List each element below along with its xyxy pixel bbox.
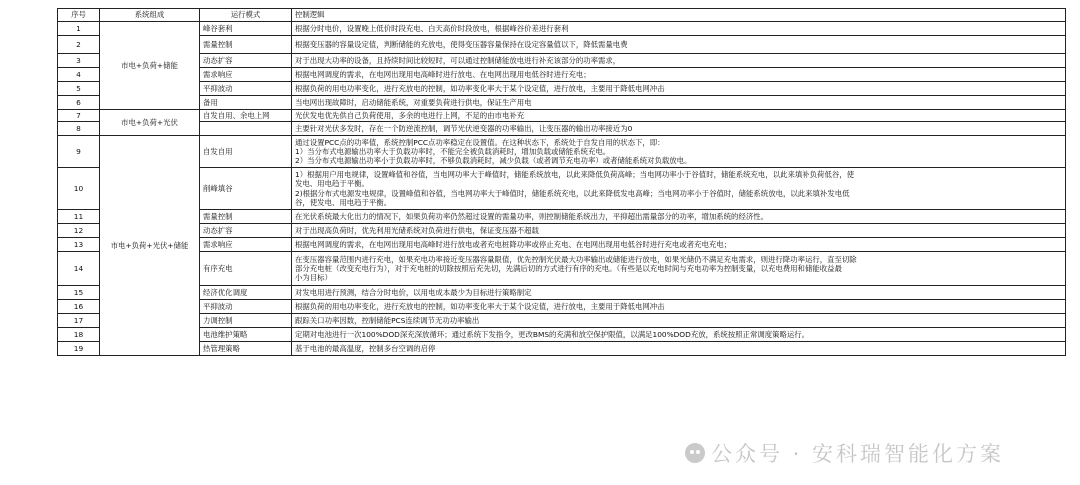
- table-header-row: [58, 9, 1066, 22]
- control-logic: [292, 238, 1066, 252]
- control-logic-line: 根据分时电价，设置晚上低价时段充电、白天高价时段放电，根据峰谷价差进行套利: [295, 23, 569, 33]
- row-number: 2: [58, 36, 100, 54]
- table-row: [58, 252, 1066, 286]
- operating-mode: 需量控制: [200, 36, 292, 54]
- operating-mode: 需量控制: [200, 210, 292, 224]
- row-number: 16: [58, 300, 100, 314]
- control-logic: [292, 342, 1066, 356]
- row-number: 8: [58, 122, 100, 136]
- operating-mode: 平抑波动: [200, 82, 292, 96]
- control-logic-line: 根据电网调度的需求，在电网出现用电高峰时进行放电、在电网出现用电低谷时进行充电；: [295, 69, 591, 79]
- header-mode: 运行模式: [200, 9, 292, 22]
- row-number: 3: [58, 54, 100, 68]
- table-row: [58, 54, 1066, 68]
- table-row: [58, 82, 1066, 96]
- row-number: 1: [58, 22, 100, 36]
- header-strategy: 控制逻辑: [292, 9, 1066, 22]
- control-logic: [292, 22, 1066, 36]
- row-number: 5: [58, 82, 100, 96]
- operating-mode: 力调控制: [200, 314, 292, 328]
- table-row: [58, 328, 1066, 342]
- control-logic-line: 对于出现大功率的设备，且持续时间比较短时，可以通过控制储能放电进行补充该部分的功率需求，: [295, 55, 621, 65]
- operating-mode: 平抑波动: [200, 300, 292, 314]
- control-logic-line: 跟踪关口功率因数，控制储能PCS连续调节无功功率输出: [295, 315, 480, 325]
- row-number: 9: [58, 136, 100, 168]
- row-number: 11: [58, 210, 100, 224]
- control-logic-line: 主要针对光伏多发时，存在一个防逆流控制，调节光伏逆变器的功率输出，让变压器的输出功率接近为0: [295, 123, 633, 133]
- control-logic: [292, 300, 1066, 314]
- operating-mode: [200, 122, 292, 136]
- table-row: [58, 286, 1066, 300]
- control-logic: [292, 168, 1066, 210]
- control-logic-line: 谷，使发电、用电趋于平衡。: [295, 197, 392, 207]
- table-row: [58, 238, 1066, 252]
- system-composition: 市电+负荷+光伏: [100, 110, 200, 136]
- control-strategy-table: [57, 8, 1066, 356]
- table-row: [58, 342, 1066, 356]
- control-logic-line: 当电网出现故障时，启动储能系统，对重要负荷进行供电，保证生产用电: [295, 97, 532, 107]
- control-logic-line: 小为目标）: [295, 273, 332, 283]
- control-logic-line: 2)根据分布式电源发电规律，设置峰值和谷值，当电网功率大于峰值时，储能系统充电，以此来降低发电高峰；当电网功率小于谷值时，储能系统放电，以此来填补发电低: [295, 188, 850, 198]
- operating-mode: 经济优化调度: [200, 286, 292, 300]
- table-row: [58, 136, 1066, 168]
- wechat-icon: [685, 443, 705, 463]
- control-logic-line: 2）当分布式电源输出功率小于负载功率时，不够负载消耗时，减少负载（或者调节充电功率）或者储能系统对负载放电。: [295, 156, 692, 166]
- header-no: 序号: [58, 9, 100, 22]
- operating-mode: 削峰填谷: [200, 168, 292, 210]
- table-row: [58, 224, 1066, 238]
- system-composition: 市电+负荷+光伏+储能: [100, 136, 200, 356]
- operating-mode: 备用: [200, 96, 292, 110]
- control-logic: [292, 210, 1066, 224]
- table-row: [58, 210, 1066, 224]
- row-number: 17: [58, 314, 100, 328]
- control-logic-line: 光伏发电优先供自己负荷使用，多余的电进行上网，不足的由市电补充: [295, 110, 525, 120]
- row-number: 15: [58, 286, 100, 300]
- control-logic-line: 根据负荷的用电功率变化，进行充放电的控制，如功率变化率大于某个设定值，进行放电，主要用于降低电网冲击: [295, 301, 665, 311]
- table-row: [58, 68, 1066, 82]
- control-logic-line: 根据变压器的容量设定值，判断储能的充放电，使得变压器容量保持在设定容量值以下，降低需量电费: [295, 39, 628, 49]
- system-composition: 市电+负荷+储能: [100, 22, 200, 110]
- table-row: [58, 168, 1066, 210]
- control-logic: [292, 110, 1066, 122]
- operating-mode: 动态扩容: [200, 54, 292, 68]
- control-logic-line: 在变压器容量范围内进行充电，如果充电功率接近变压器容量限值，优先控制光伏最大功率输出或储能进行放电，如果光储仍不满足充电需求，则进行降功率运行，直至切除: [295, 254, 857, 264]
- control-logic: [292, 224, 1066, 238]
- control-logic: [292, 122, 1066, 136]
- row-number: 6: [58, 96, 100, 110]
- control-logic: [292, 314, 1066, 328]
- operating-mode: 热管理策略: [200, 342, 292, 356]
- control-logic-line: 在光伏系统最大化出力的情况下，如果负荷功率仍然超过设置的需量功率，则控制储能系统出力，平抑超出需量部分的功率，增加系统的经济性。: [295, 211, 769, 221]
- table-row: [58, 300, 1066, 314]
- row-number: 7: [58, 110, 100, 122]
- row-number: 18: [58, 328, 100, 342]
- operating-mode: 需求响应: [200, 68, 292, 82]
- operating-mode: 动态扩容: [200, 224, 292, 238]
- control-logic-line: 根据负荷的用电功率变化，进行充放电的控制，如功率变化率大于某个设定值，进行放电，主要用于降低电网冲击: [295, 83, 665, 93]
- row-number: 19: [58, 342, 100, 356]
- control-logic: [292, 54, 1066, 68]
- operating-mode: 自发自用: [200, 136, 292, 168]
- control-logic-line: 根据电网调度的需求，在电网出现用电高峰时进行放电或者充电桩降功率或停止充电、在电网出现用电低谷时进行充电或者充电充电；: [295, 239, 732, 249]
- control-logic-line: 1）当分布式电源输出功率大于负载功率时，不能完全被负载消耗时，增加负载或储能系统充电。: [295, 146, 611, 156]
- control-logic: [292, 136, 1066, 168]
- table-row: [58, 36, 1066, 54]
- table-row: [58, 110, 1066, 122]
- row-number: 13: [58, 238, 100, 252]
- operating-mode: 峰谷套利: [200, 22, 292, 36]
- control-logic-line: 基于电池的最高温度，控制多台空调的启停: [295, 343, 436, 353]
- table-row: [58, 22, 1066, 36]
- control-logic-line: 通过设置PCC点的功率值，系统控制PCC点功率稳定在设置值。在这种状态下，系统处于自发自用的状态下，即：: [295, 137, 665, 147]
- watermark-text: 公众号 · 安科瑞智能化方案: [711, 442, 1005, 466]
- table-row: [58, 122, 1066, 136]
- header-system: 系统组成: [100, 9, 200, 22]
- control-logic: [292, 36, 1066, 54]
- control-logic-line: 发电、用电趋于平衡。: [295, 179, 369, 189]
- control-logic-line: 1）根据用户用电规律，设置峰值和谷值，当电网功率大于峰值时，储能系统放电，以此来降低负荷高峰；当电网功率小于谷值时，储能系统充电，以此来填补负荷低谷，使: [295, 170, 855, 179]
- table-row: [58, 314, 1066, 328]
- control-logic-line: 定期对电池进行一次100%DOD深充深放循环；通过系统下发指令，更改BMS的充满和放空保护限值，以满足100%DOD充放，系统按照正常调度策略运行。: [295, 329, 810, 339]
- control-logic: [292, 68, 1066, 82]
- control-logic-line: 对于出现高负荷时，优先利用光储系统对负荷进行供电，保证变压器不超载: [295, 225, 539, 235]
- row-number: 4: [58, 68, 100, 82]
- control-logic: [292, 82, 1066, 96]
- operating-mode: 有序充电: [200, 252, 292, 286]
- control-logic: [292, 286, 1066, 300]
- operating-mode: 自发自用、余电上网: [200, 110, 292, 122]
- row-number: 12: [58, 224, 100, 238]
- operating-mode: 电池维护策略: [200, 328, 292, 342]
- control-logic-line: 部分充电桩（改变充电行为），对于充电桩的切除按照后充先切，先满后切的方式进行有序的充电。（有些是以充电时间与充电功率为控制变量，以充电费用和储能收益最: [295, 263, 842, 273]
- row-number: 10: [58, 168, 100, 210]
- control-logic-line: 对发电用进行预测，结合分时电价，以用电成本最少为目标进行策略制定: [295, 287, 532, 297]
- operating-mode: 需求响应: [200, 238, 292, 252]
- table-row: [58, 96, 1066, 110]
- watermark: [685, 438, 1004, 468]
- row-number: 14: [58, 252, 100, 286]
- table-body: [58, 22, 1066, 356]
- control-logic: [292, 96, 1066, 110]
- control-logic: [292, 328, 1066, 342]
- control-logic: [292, 252, 1066, 286]
